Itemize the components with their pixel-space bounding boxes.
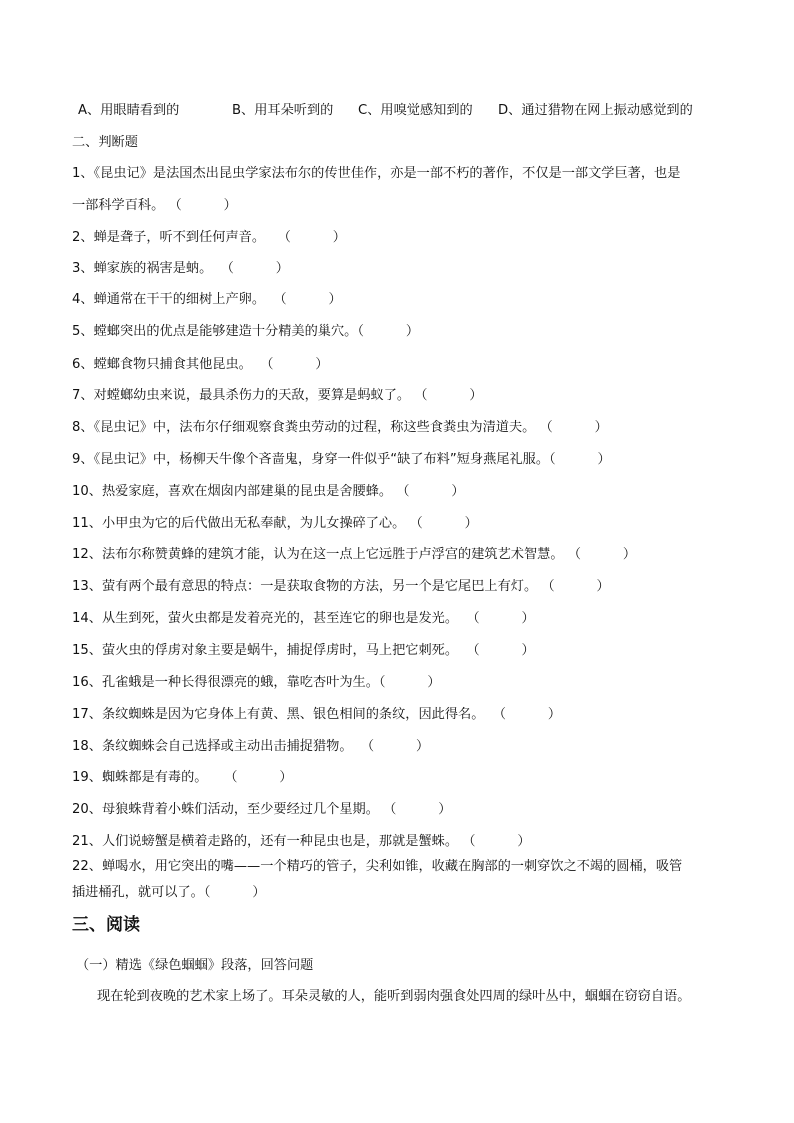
question-line: 2、蝉是聋子，听不到任何声音。 （ ）: [72, 230, 346, 245]
question-line: 19、蜘蛛都是有毒的。 （ ）: [72, 770, 293, 785]
question-line: 20、母狼蛛背着小蛛们活动，至少要经过几个星期。 （ ）: [72, 802, 452, 817]
question-line: 1、《昆虫记》是法国杰出昆虫学家法布尔的传世佳作，亦是一部不朽的著作，不仅是一部文学巨著，也是: [72, 166, 681, 181]
section-3-title: 三、阅读: [72, 915, 140, 935]
question-line: 5、螳螂突出的优点是能够建造十分精美的巢穴。（ ）: [72, 324, 420, 339]
option-d: D、通过猎物在网上振动感觉到的: [498, 103, 693, 118]
question-line: 8、《昆虫记》中，法布尔仔细观察食粪虫劳动的过程，称这些食粪虫为清道夫。 （ ）: [72, 420, 608, 435]
option-a: A、用眼睛看到的: [78, 103, 180, 118]
question-line: 15、萤火虫的俘虏对象主要是蜗牛，捕捉俘虏时，马上把它刺死。 （ ）: [72, 643, 535, 658]
option-c: C、用嗅觉感知到的: [358, 103, 473, 118]
question-line: 9、《昆虫记》中，杨柳天牛像个吝啬鬼，身穿一件似乎“缺了布料”短身燕尾礼服。（ ）: [72, 452, 611, 467]
question-line: 18、条纹蜘蛛会自己选择或主动出击捕捉猎物。 （ ）: [72, 739, 430, 754]
question-line: 6、螳螂食物只捕食其他昆虫。 （ ）: [72, 357, 329, 372]
question-line: 13、萤有两个最有意思的特点：一是获取食物的方法，另一个是它尾巴上有灯。 （ ）: [72, 579, 610, 594]
question-line: 14、从生到死，萤火虫都是发着亮光的，甚至连它的卵也是发光。 （ ）: [72, 611, 535, 626]
question-line: 16、孔雀蛾是一种长得很漂亮的蛾，靠吃杏叶为生。（ ）: [72, 675, 441, 690]
question-line: 21、人们说螃蟹是横着走路的，还有一种昆虫也是，那就是蟹蛛。 （ ）: [72, 834, 531, 849]
question-line: 11、小甲虫为它的后代做出无私奉献，为儿女操碎了心。 （ ）: [72, 516, 478, 531]
question-line: 插进桶孔，就可以了。（ ）: [72, 885, 266, 900]
question-line: 17、条纹蜘蛛是因为它身体上有黄、黑、银色相间的条纹，因此得名。 （ ）: [72, 707, 562, 722]
question-line: 3、蝉家族的祸害是蚋。 （ ）: [72, 261, 289, 276]
reading-paragraph: 现在轮到夜晚的艺术家上场了。耳朵灵敏的人，能听到弱肉强食处四周的绿叶丛中，蝈蝈在窃窃自语。: [97, 989, 691, 1004]
section-2-title: 二、判断题: [72, 135, 138, 150]
question-line: 10、热爱家庭，喜欢在烟囱内部建巢的昆虫是舍腰蜂。 （ ）: [72, 484, 465, 499]
question-line: 一部科学百科。 （ ）: [72, 198, 237, 213]
question-line: 4、蝉通常在干干的细树上产卵。 （ ）: [72, 292, 342, 307]
question-line: 12、法布尔称赞黄蜂的建筑才能，认为在这一点上它远胜于卢浮宫的建筑艺术智慧。 （ ）: [72, 547, 637, 562]
reading-subtitle: （一）精选《绿色蝈蝈》段落，回答问题: [76, 958, 314, 973]
option-b: B、用耳朵听到的: [232, 103, 334, 118]
question-line: 7、对螳螂幼虫来说，最具杀伤力的天敌，要算是蚂蚁了。 （ ）: [72, 388, 483, 403]
question-line: 22、蝉喝水，用它突出的嘴——一个精巧的管子，尖利如锥，收藏在胸部的一刺穿饮之不竭的圆桶，吸管: [72, 859, 683, 874]
